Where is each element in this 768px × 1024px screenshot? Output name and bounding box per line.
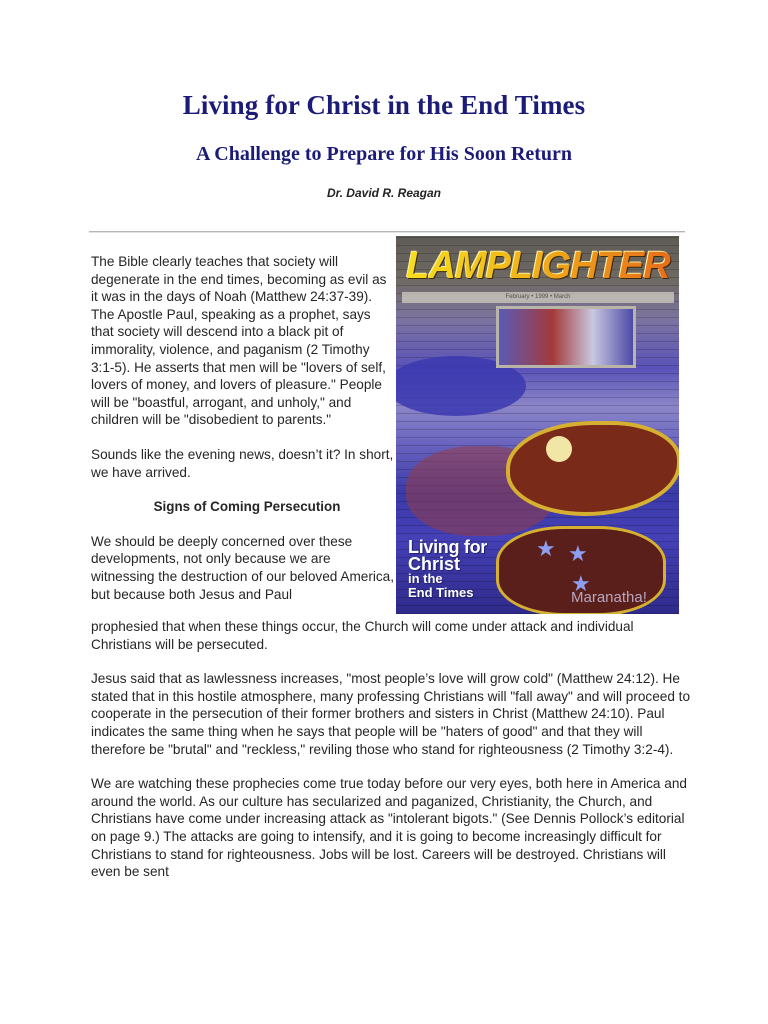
- magazine-cover-image: [396, 236, 679, 614]
- graffiti-shape: [546, 436, 572, 462]
- article-subtitle: A Challenge to Prepare for His Soon Return: [195, 143, 573, 165]
- article-paragraph: prophesied that when these things occur, the Church will come under attack and individual Christians will be persecuted.: [91, 619, 634, 652]
- article-paragraph: We should be deeply concerned over these developments, not only because we are witnessing the destruction of our beloved America, but because both Jesus and Paul: [91, 533, 395, 602]
- horizontal-divider: [89, 231, 685, 233]
- article-left-column: [91, 253, 395, 603]
- cover-headline-line: Living for: [408, 537, 487, 557]
- article-paragraph: The Bible clearly teaches that society will degenerate in the end times, becoming as evil as it was in the days of Noah (Matthew 24:37-39). The Apostle Paul, speaking as a prophet, says that society will descend into a black pit of immorality, violence, and paganism (2 Timothy 3:1-5). He asserts that men will be "lovers of self, lovers of money, and lovers of pleasure." People will be "boastful, arrogant, and unholy," and children will be "disobedient to parents.": [91, 254, 387, 428]
- cover-headline-line: End Times: [408, 585, 474, 600]
- article-paragraph: Jesus said that as lawlessness increases, "most people’s love will grow cold" (Matthew 24:12). He stated that in this hostile atmosphere, many professing Christians will "fall away" and will proceed to cooperate in the persecution of their former brothers and sisters in Christ (Matthew 24:10). Paul indicates the same thing when he says that people will be "haters of good" and that they will therefore be "brutal" and "reckless," reviling those who stand for righteousness (2 Timothy 3:2-4).: [91, 671, 691, 757]
- cover-headline: [408, 538, 487, 600]
- graffiti-window: [496, 306, 636, 368]
- star-icon: ★: [571, 571, 591, 596]
- issue-date-strip: February • 1999 • March: [402, 292, 674, 303]
- article-paragraph: Sounds like the evening news, doesn’t it? In short, we have arrived.: [91, 446, 394, 480]
- star-icon: ★: [568, 541, 588, 566]
- magazine-masthead: LAMPLIGHTER: [400, 246, 676, 286]
- cover-headline-line: in the: [408, 571, 443, 586]
- publisher-logo: Maranatha!: [571, 589, 647, 606]
- author-byline: Dr. David R. Reagan: [326, 186, 442, 200]
- article-paragraph: We are watching these prophecies come true today before our very eyes, both here in America and around the world. As our culture has secularized and paganized, Christianity, the Church, and Christians have come under increasing attack as "intolerant bigots." (See Dennis Pollock’s editorial on page 9.) The attacks are going to intensify, and it is going to become increasingly difficult for Christians to stand for righteousness. Jobs will be lost. Careers will be destroyed. Christians will even be sent: [91, 776, 687, 880]
- graffiti-shape: [506, 421, 679, 516]
- star-icon: ★: [536, 536, 556, 561]
- cover-headline-line: Christ: [408, 554, 461, 574]
- section-heading: Signs of Coming Persecution: [153, 499, 341, 515]
- article-full-width-body: [91, 618, 691, 898]
- article-title: Living for Christ in the End Times: [182, 90, 586, 120]
